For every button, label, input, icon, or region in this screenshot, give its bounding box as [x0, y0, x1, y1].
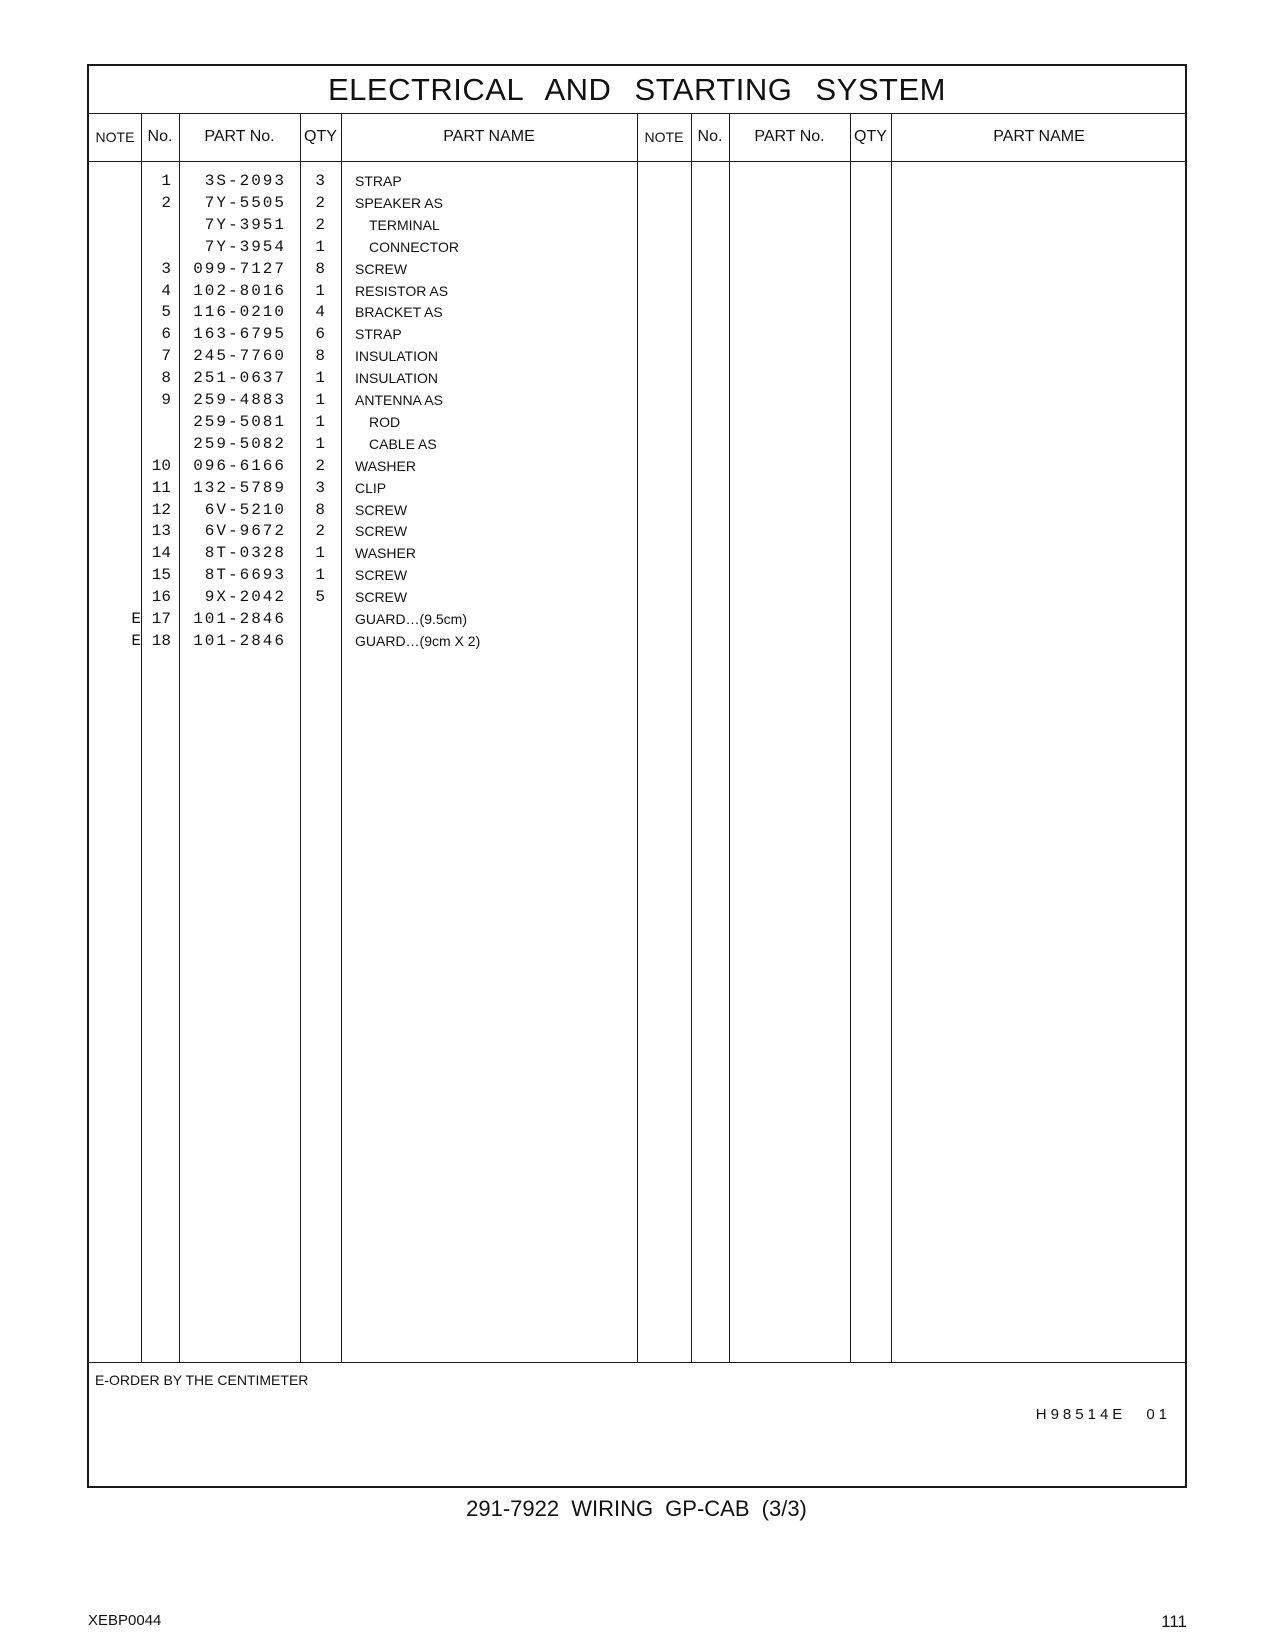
row-part-number: 102-8016: [193, 281, 286, 300]
row-part-name: WASHER: [355, 545, 416, 562]
header-part-no-right: PART No.: [754, 128, 825, 145]
row-part-number: 245-7760: [193, 347, 286, 366]
row-quantity: 8: [315, 347, 325, 366]
row-number: 13: [151, 522, 171, 541]
row-quantity: 1: [315, 281, 325, 300]
header-part-name-right: PART NAME: [993, 128, 1085, 145]
row-note: E: [131, 631, 141, 650]
header-part-no-left: PART No.: [204, 128, 275, 145]
column-divider: [850, 114, 851, 1362]
header-no-right: No.: [697, 128, 723, 145]
table-row: [89, 586, 689, 609]
header-qty-right: QTY: [854, 128, 887, 145]
row-part-name: INSULATION: [355, 370, 438, 387]
row-quantity: 5: [315, 588, 325, 607]
row-part-number: 3S-2093: [204, 172, 286, 190]
row-part-number: 8T-0328: [204, 544, 286, 563]
table-row: [89, 411, 689, 434]
table-row: [89, 499, 689, 522]
row-part-name: SCREW: [355, 523, 408, 540]
table-row: [89, 520, 689, 543]
row-quantity: 2: [315, 215, 325, 234]
row-quantity: 4: [315, 303, 325, 322]
row-part-name: INSULATION: [355, 348, 438, 365]
row-part-number: 116-0210: [193, 303, 286, 322]
row-quantity: 3: [315, 172, 325, 190]
ref-number: 01: [1146, 1406, 1171, 1423]
row-number: 11: [151, 478, 171, 497]
column-divider: [691, 114, 692, 1362]
table-row: [89, 564, 689, 587]
row-part-number: 096-6166: [193, 456, 286, 475]
row-quantity: 8: [315, 500, 325, 519]
row-number: 9: [161, 391, 171, 409]
row-number: 16: [151, 588, 171, 607]
row-quantity: 1: [315, 369, 325, 388]
page-number: 111: [1161, 1612, 1187, 1631]
row-part-number: 8T-6693: [204, 566, 286, 585]
row-quantity: 1: [315, 237, 325, 256]
row-number: 6: [161, 325, 171, 344]
column-divider: [729, 114, 730, 1362]
row-part-name: SCREW: [355, 260, 408, 277]
row-part-number: 101-2846: [193, 610, 286, 628]
header-note-right: NOTE: [644, 129, 684, 145]
row-part-name: SPEAKER AS: [355, 194, 443, 211]
row-part-name: STRAP: [355, 173, 402, 189]
header-qty-left: QTY: [304, 128, 337, 145]
table-row: [89, 389, 689, 412]
row-part-number: 101-2846: [193, 631, 286, 650]
row-part-name: GUARD…(9.5cm): [355, 611, 468, 627]
row-part-name: ANTENNA AS: [355, 392, 443, 408]
row-quantity: 2: [315, 522, 325, 541]
header-no-left: No.: [147, 128, 173, 145]
row-number: 12: [151, 500, 171, 519]
table-row: [89, 280, 689, 303]
page-title: ELECTRICAL AND STARTING SYSTEM: [89, 66, 1185, 114]
row-part-name: SCREW: [355, 567, 408, 584]
row-quantity: 6: [315, 325, 325, 344]
row-note: E: [131, 610, 141, 628]
row-part-name: SCREW: [355, 589, 408, 606]
row-part-number: 7Y-5505: [204, 193, 286, 212]
header-part-name-left: PART NAME: [443, 128, 535, 145]
document-id: XEBP0044: [88, 1612, 162, 1629]
row-part-name: CABLE AS: [369, 435, 437, 452]
parts-list-frame: [87, 64, 1187, 1488]
table-row: [89, 192, 689, 215]
table-row: [89, 630, 689, 653]
footer-divider: [89, 1362, 1185, 1363]
row-quantity: 1: [315, 391, 325, 409]
row-part-name: ROD: [369, 413, 401, 430]
row-quantity: 3: [315, 478, 325, 497]
row-number: 18: [151, 631, 171, 650]
column-divider: [891, 114, 892, 1362]
row-number: 2: [161, 193, 171, 212]
row-part-name: CLIP: [355, 479, 387, 496]
header-note-left: NOTE: [95, 129, 135, 145]
row-part-number: 099-7127: [193, 259, 286, 278]
row-part-number: 9X-2042: [204, 588, 286, 607]
row-part-name: STRAP: [355, 326, 402, 343]
row-number: 1: [161, 172, 171, 190]
row-part-name: SCREW: [355, 501, 408, 518]
table-row: [89, 214, 689, 237]
table-row: [89, 345, 689, 368]
row-part-number: 163-6795: [193, 325, 286, 344]
table-row: [89, 542, 689, 565]
row-part-name: TERMINAL: [369, 216, 440, 233]
row-quantity: 1: [315, 544, 325, 563]
table-row: [89, 455, 689, 478]
table-row: [89, 367, 689, 390]
row-part-name: RESISTOR AS: [355, 282, 449, 299]
row-part-number: 251-0637: [193, 369, 286, 388]
legend-note: E-ORDER BY THE CENTIMETER: [95, 1372, 309, 1388]
reference-code: [1036, 1406, 1171, 1423]
table-row: [89, 170, 689, 193]
row-quantity: 1: [315, 412, 325, 431]
row-number: 8: [161, 369, 171, 388]
table-row: [89, 433, 689, 456]
row-part-name: WASHER: [355, 457, 416, 474]
row-part-number: 259-5081: [193, 412, 286, 431]
row-number: 14: [151, 544, 171, 563]
row-part-name: BRACKET AS: [355, 304, 443, 321]
row-part-number: 6V-9672: [204, 522, 286, 541]
table-row: [89, 608, 689, 631]
row-part-number: 259-4883: [193, 391, 286, 409]
row-number: 4: [161, 281, 171, 300]
row-quantity: 8: [315, 259, 325, 278]
row-part-name: CONNECTOR: [369, 238, 459, 255]
table-row: [89, 258, 689, 281]
row-quantity: 1: [315, 434, 325, 453]
row-number: 3: [161, 259, 171, 278]
row-part-number: 132-5789: [193, 478, 286, 497]
row-quantity: 2: [315, 456, 325, 475]
row-quantity: 1: [315, 566, 325, 585]
table-row: [89, 477, 689, 500]
row-part-number: 7Y-3954: [204, 237, 286, 256]
row-number: 15: [151, 566, 171, 585]
row-number: 17: [151, 610, 171, 628]
table-row: [89, 323, 689, 346]
table-row: [89, 301, 689, 324]
figure-caption: 291-7922 WIRING GP-CAB (3/3): [466, 1496, 807, 1521]
row-part-number: 259-5082: [193, 434, 286, 453]
row-number: 10: [151, 456, 171, 475]
row-part-number: 6V-5210: [204, 500, 286, 519]
row-quantity: 2: [315, 193, 325, 212]
row-number: 7: [161, 347, 171, 366]
ref-code: H98514E: [1035, 1406, 1127, 1423]
table-row: [89, 236, 689, 259]
row-part-name: GUARD…(9cm X 2): [355, 632, 481, 649]
row-number: 5: [161, 303, 171, 322]
row-part-number: 7Y-3951: [204, 215, 286, 234]
